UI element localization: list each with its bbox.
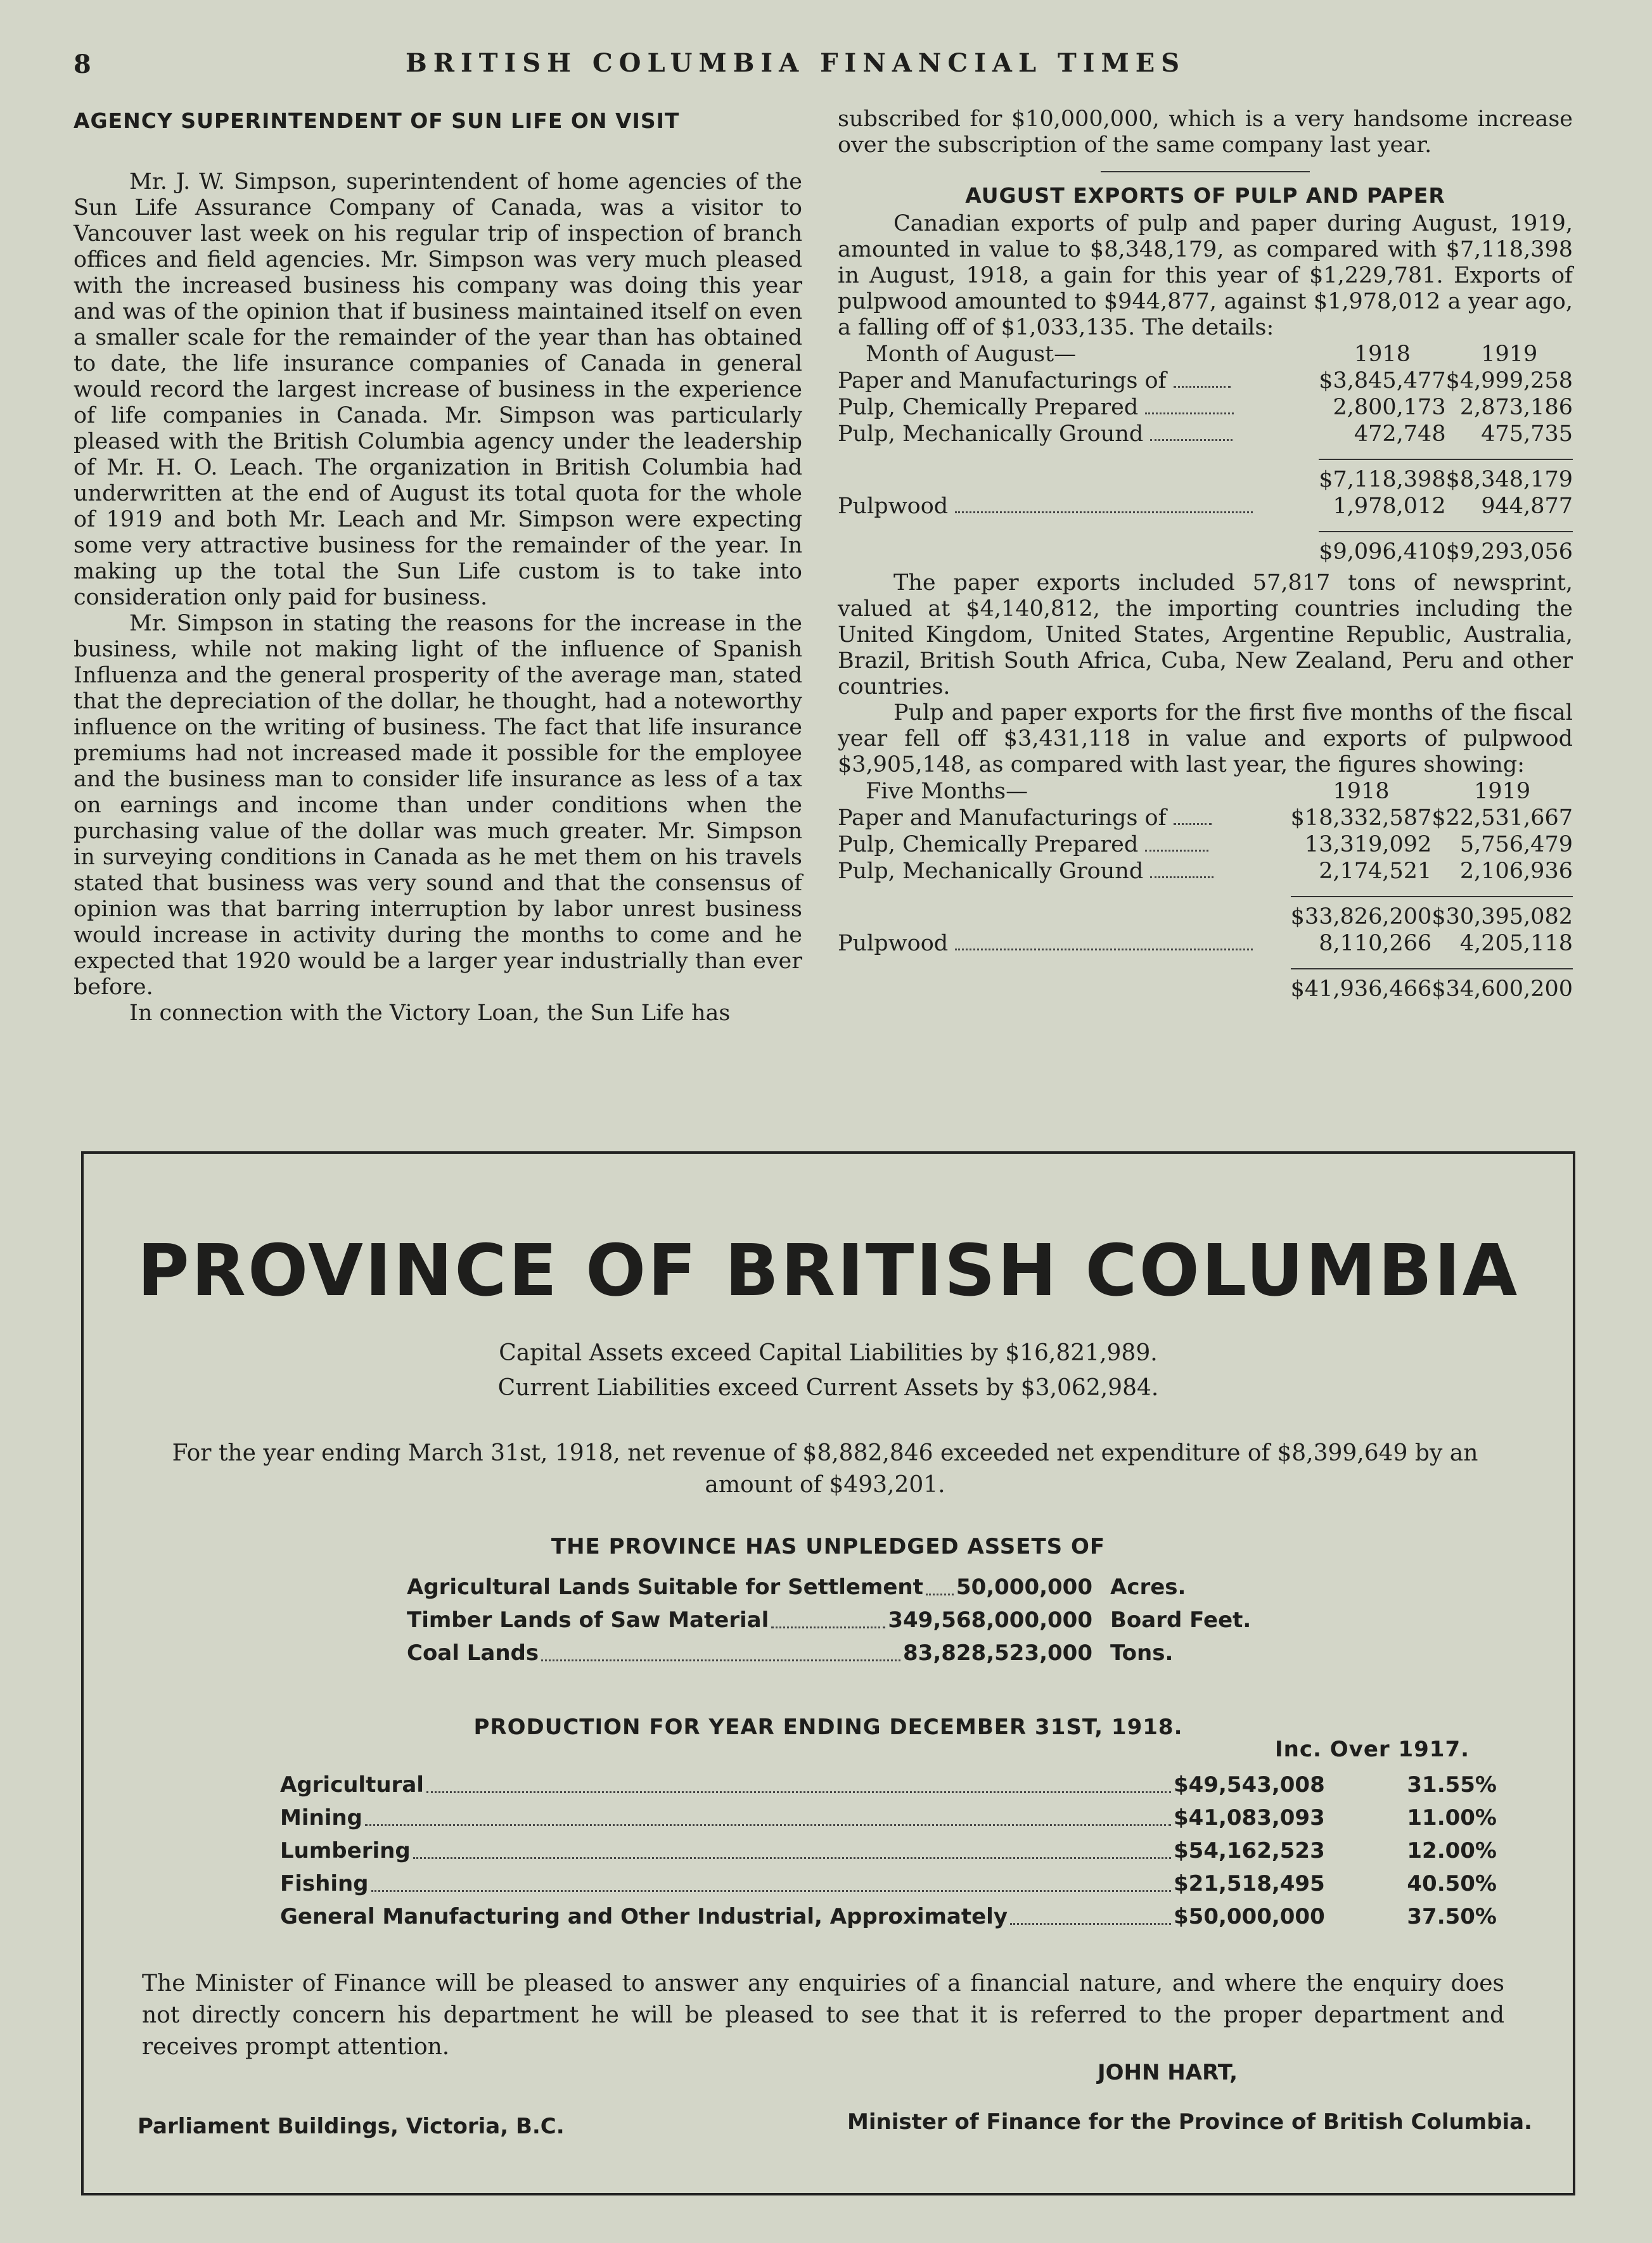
production-label: Lumbering (280, 1838, 411, 1863)
subtotal-1918: $33,826,200 (1291, 897, 1432, 930)
province-advertisement (81, 1151, 1575, 2195)
right-column-article (838, 106, 1573, 1007)
pulpwood-row (838, 930, 1573, 957)
subtotal-1918: $7,118,398 (1319, 459, 1445, 493)
asset-row (407, 1637, 1269, 1670)
increase-column-heading: Inc. Over 1917. (1275, 1737, 1470, 1762)
asset-row (407, 1604, 1269, 1637)
value-1919: $22,531,667 (1431, 805, 1573, 831)
address: Parliament Buildings, Victoria, B.C. (138, 2114, 565, 2139)
five-months-exports-table (838, 778, 1573, 1002)
production-increase: 31.55% (1407, 1772, 1497, 1798)
row-label: Paper and Manufacturings of (838, 368, 1167, 393)
value-1918: 13,319,092 (1304, 832, 1432, 857)
production-increase: 37.50% (1407, 1904, 1497, 1929)
asset-label: Agricultural Lands Suitable for Settlement (407, 1575, 923, 1600)
subtotal-1919: $8,348,179 (1446, 459, 1573, 493)
production-row (280, 1900, 1497, 1933)
page-number: 8 (74, 49, 91, 79)
subtotal-row (838, 897, 1573, 930)
production-value: $41,083,093 (1174, 1805, 1325, 1831)
running-head: BRITISH COLUMBIA FINANCIAL TIMES (406, 48, 1186, 78)
capital-assets-line: Capital Assets exceed Capital Liabilities by $16,821,989. (499, 1340, 1158, 1366)
table-header-year: 1919 (1481, 342, 1538, 367)
value-1918: $18,332,587 (1290, 805, 1432, 831)
asset-value: 83,828,523,000 (903, 1640, 1092, 1666)
article-paragraph: Mr. Simpson in stating the reasons for the increase in the business, while not making light of the influence of Spanish Influenza and the general prosperity of the average man, stated that the depreciation of the dollar, he thought, had a noteworthy influence on the writing of business. The fact that life insurance premiums had not increased made it possible for the employee and the business man to consider life insurance as less of a tax on earnings and income than under conditions when the purchasing value of the dollar was much greater. Mr. Simpson in surveying conditions in Canada as he met them on his travels stated that business was very sound and that the consensus of opinion was that barring interruption by labor unrest business would increase in activity during the months to come and he expected that 1920 would be a larger year industrially than ever before. (74, 611, 802, 1000)
value-1919: 2,873,186 (1459, 395, 1573, 420)
subtotal-1919: $30,395,082 (1431, 897, 1573, 930)
production-row (280, 1768, 1497, 1801)
asset-unit: Board Feet. (1110, 1607, 1252, 1633)
asset-value: 349,568,000,000 (888, 1607, 1092, 1633)
dot-leader (1150, 439, 1233, 441)
total-1919: $34,600,200 (1431, 969, 1573, 1002)
dot-leader (413, 1834, 1171, 1859)
newsprint-paragraph: The paper exports included 57,817 tons of newsprint, valued at $4,140,812, the importing countries including the United Kingdom, United States, Argentine Republic, Australia, Brazil, British South Africa, Cuba, New Zealand, Peru and other countries. (838, 570, 1573, 700)
production-row (280, 1801, 1497, 1834)
asset-row (407, 1571, 1269, 1604)
article-heading: AGENCY SUPERINTENDENT OF SUN LIFE ON VISIT (74, 108, 680, 133)
total-row (838, 969, 1573, 1002)
production-value: $21,518,495 (1174, 1871, 1325, 1896)
table-header-row (838, 341, 1573, 367)
row-label: Pulp, Chemically Prepared (838, 832, 1139, 857)
production-value: $50,000,000 (1174, 1904, 1325, 1929)
production-row (280, 1834, 1497, 1867)
dot-leader (926, 1571, 954, 1595)
advert-title: PROVINCE OF BRITISH COLUMBIA (137, 1230, 1520, 1312)
value-1918: 2,174,521 (1319, 859, 1432, 884)
exports-intro: Canadian exports of pulp and paper during August, 1919, amounted in value to $8,348,179, as compared with $7,118,398 in August, 1918, a gain for this year of $1,229,781. Exports of pulpwood amounted to $944,877, against $1,978,012 a year ago, a falling off of $1,033,135. The details: (838, 211, 1573, 340)
assets-heading: THE PROVINCE HAS UNPLEDGED ASSETS OF (551, 1534, 1106, 1559)
signatory-name: JOHN HART, (1098, 2060, 1238, 2085)
assets-list (407, 1571, 1269, 1670)
production-increase: 12.00% (1407, 1838, 1497, 1863)
value-1919: 475,735 (1481, 421, 1573, 447)
article-paragraph: In connection with the Victory Loan, the Sun Life has (129, 1000, 731, 1026)
value-1919: 944,877 (1481, 494, 1573, 519)
minister-note: The Minister of Finance will be pleased to answer any enquiries of a financial nature, and where the enquiry does not directly concern his department he will be pleased to see that it is referred to the proper department and receives prompt attention. (142, 1971, 1504, 2060)
asset-label: Timber Lands of Saw Material (407, 1607, 769, 1633)
production-increase: 11.00% (1407, 1805, 1497, 1831)
row-label: Pulp, Chemically Prepared (838, 395, 1139, 420)
dot-leader (771, 1604, 885, 1628)
table-row (838, 858, 1573, 885)
production-value: $49,543,008 (1174, 1772, 1325, 1798)
dot-leader (1145, 850, 1208, 852)
dot-leader (1145, 412, 1234, 414)
production-row (280, 1867, 1497, 1900)
production-label: Agricultural (280, 1772, 424, 1798)
dot-leader (955, 511, 1253, 513)
article-paragraph: Mr. J. W. Simpson, superintendent of home agencies of the Sun Life Assurance Company of Canada, was a visitor to Vancouver last week on his regular trip of inspection of branch offices and field agencies. Mr. Simpson was very much pleased with the increased business his company was doing this year and was of the opinion that if business maintained itself on even a smaller scale for the remainder of the year than has obtained to date, the life insurance companies of Canada in general would record the largest increase of business in the experience of life companies in Canada. Mr. Simpson was particularly pleased with the British Columbia agency under the leadership of Mr. H. O. Leach. The organization in British Columbia had underwritten at the end of August its total quota for the whole of 1919 and both Mr. Leach and Mr. Simpson were expecting some very attractive business for the remainder of the year. In making up the total the Sun Life custom is to take into consideration only paid for business. (74, 169, 802, 610)
value-1918: 1,978,012 (1333, 494, 1446, 519)
exports-heading: AUGUST EXPORTS OF PULP AND PAPER (965, 183, 1445, 208)
value-1918: 8,110,266 (1319, 931, 1432, 956)
dot-leader (541, 1637, 900, 1661)
dot-leader (426, 1768, 1171, 1793)
left-column-article (74, 108, 802, 1026)
dot-leader (1150, 876, 1213, 878)
production-list (280, 1768, 1497, 1933)
dot-leader (1174, 823, 1212, 825)
table-header-label: Month of August— (866, 342, 1077, 367)
signatory-title: Minister of Finance for the Province of British Columbia. (847, 2109, 1532, 2135)
dot-leader (365, 1801, 1171, 1826)
august-exports-table (838, 341, 1573, 565)
value-1918: $3,845,477 (1319, 368, 1446, 393)
dot-leader (955, 949, 1253, 950)
table-header-year: 1918 (1333, 779, 1390, 804)
table-header-row (838, 778, 1573, 805)
production-label: General Manufacturing and Other Industrial, Approximately (280, 1904, 1008, 1929)
article-continuation: subscribed for $10,000,000, which is a very handsome increase over the subscription of the same company last year. (838, 106, 1573, 158)
revenue-statement: For the year ending March 31st, 1918, net revenue of $8,882,846 exceeded net expenditure of $8,399,649 by an amount of $493,201. (172, 1440, 1478, 1498)
pulpwood-row (838, 493, 1573, 520)
dot-leader (371, 1867, 1171, 1892)
asset-unit: Acres. (1110, 1575, 1186, 1600)
total-1918: $9,096,410 (1319, 532, 1445, 565)
table-row (838, 831, 1573, 858)
asset-unit: Tons. (1110, 1640, 1174, 1666)
value-1919: 2,106,936 (1459, 859, 1573, 884)
production-value: $54,162,523 (1174, 1838, 1325, 1863)
value-1918: 472,748 (1354, 421, 1446, 447)
row-label: Pulpwood (838, 931, 949, 956)
row-label: Pulpwood (838, 494, 949, 519)
table-header-year: 1919 (1474, 779, 1531, 804)
subtotal-row (838, 459, 1573, 493)
dot-leader (1010, 1900, 1171, 1925)
total-1919: $9,293,056 (1446, 532, 1573, 565)
value-1919: 4,205,118 (1459, 931, 1573, 956)
asset-label: Coal Lands (407, 1640, 539, 1666)
total-1918: $41,936,466 (1291, 969, 1432, 1002)
asset-value: 50,000,000 (956, 1575, 1092, 1600)
value-1919: $4,999,258 (1445, 368, 1573, 393)
value-1918: 2,800,173 (1333, 395, 1446, 420)
current-liabilities-line: Current Liabilities exceed Current Assets by $3,062,984. (497, 1375, 1159, 1401)
table-row (838, 394, 1573, 421)
value-1919: 5,756,479 (1459, 832, 1573, 857)
row-label: Pulp, Mechanically Ground (838, 859, 1144, 884)
dot-leader (1174, 386, 1231, 388)
production-increase: 40.50% (1407, 1871, 1497, 1896)
section-divider (1101, 171, 1310, 172)
table-header-year: 1918 (1354, 342, 1411, 367)
table-row (838, 805, 1573, 831)
table-row (838, 421, 1573, 447)
table-row (838, 367, 1573, 394)
production-label: Fishing (280, 1871, 369, 1896)
table-header-label: Five Months— (866, 779, 1028, 804)
five-months-paragraph: Pulp and paper exports for the first five months of the fiscal year fell off $3,431,118 in value and exports of pulpwood $3,905,148, as compared with last year, the figures showing: (838, 700, 1573, 777)
row-label: Paper and Manufacturings of (838, 805, 1167, 831)
total-row (838, 532, 1573, 565)
row-label: Pulp, Mechanically Ground (838, 421, 1144, 447)
production-label: Mining (280, 1805, 362, 1831)
production-heading: PRODUCTION FOR YEAR ENDING DECEMBER 31ST, 1918. (473, 1715, 1183, 1740)
